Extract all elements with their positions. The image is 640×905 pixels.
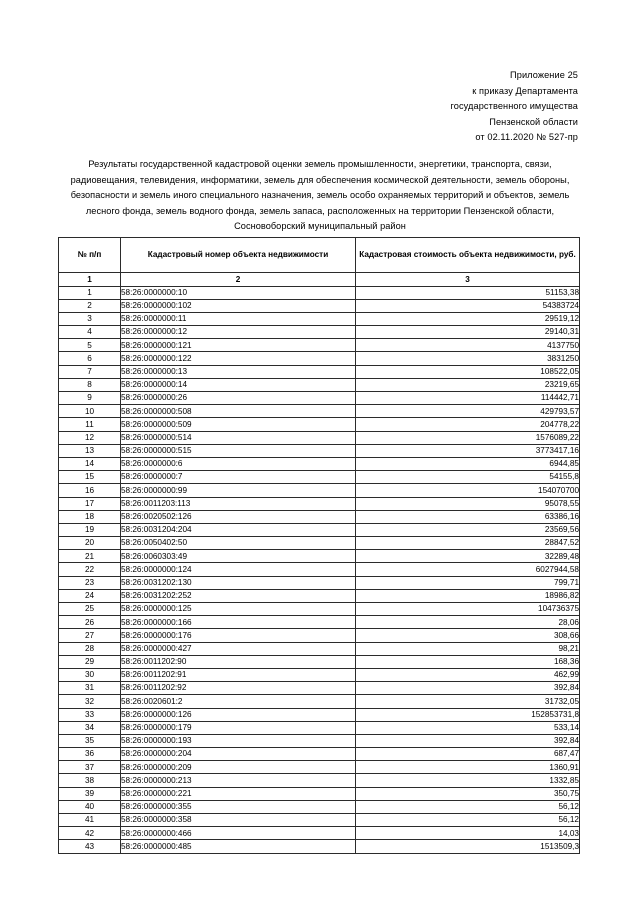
cell-index: 40	[59, 800, 121, 813]
cell-cadastral-value: 1576089,22	[356, 431, 580, 444]
table-row	[59, 484, 580, 497]
table-row	[59, 365, 580, 378]
reference-line-order: к приказу Департамента	[472, 85, 578, 96]
cell-cadastral-value: 392,84	[356, 682, 580, 695]
cell-cadastral-value: 533,14	[356, 721, 580, 734]
table-row	[59, 708, 580, 721]
table-row	[59, 326, 580, 339]
valuation-table	[58, 237, 580, 854]
cell-cadastral-value: 95078,55	[356, 497, 580, 510]
cell-index: 15	[59, 471, 121, 484]
table-row	[59, 563, 580, 576]
table-row	[59, 444, 580, 457]
cell-cadastral-number: 58:26:0000000:221	[121, 787, 356, 800]
cell-cadastral-number: 58:26:0000000:213	[121, 774, 356, 787]
cell-index: 36	[59, 748, 121, 761]
cell-cadastral-value: 23569,56	[356, 523, 580, 536]
document-title: Результаты государственной кадастровой оценки земель промышленности, энергетики, транспорта, связи, радиовещания, телевидения, информатики, земель для обеспечения космической деятельности, земель обороны, безопасности и земель иного специального назначения, земель особо охраняемых территорий и объектов, земель лесного фонда, земель водного фонда, земель запаса, расположенных на территории Пензенской области, Сосновоборский муниципальный район	[70, 159, 570, 231]
table-row	[59, 457, 580, 470]
table-row	[59, 378, 580, 391]
cell-index: 23	[59, 576, 121, 589]
cell-cadastral-value: 18986,82	[356, 589, 580, 602]
cell-cadastral-value: 108522,05	[356, 365, 580, 378]
table-row	[59, 352, 580, 365]
cell-cadastral-value: 6027944,58	[356, 563, 580, 576]
table-header	[59, 238, 580, 287]
cell-index: 9	[59, 392, 121, 405]
cell-cadastral-number: 58:26:0011202:91	[121, 668, 356, 681]
cell-cadastral-number: 58:26:0000000:125	[121, 603, 356, 616]
cell-cadastral-number: 58:26:0000000:166	[121, 616, 356, 629]
cell-cadastral-number: 58:26:0000000:102	[121, 299, 356, 312]
table-row	[59, 286, 580, 299]
cell-cadastral-number: 58:26:0000000:99	[121, 484, 356, 497]
cell-cadastral-number: 58:26:0000000:485	[121, 840, 356, 853]
cell-index: 38	[59, 774, 121, 787]
column-number-2: 2	[121, 273, 356, 287]
cell-cadastral-number: 58:26:0050402:50	[121, 537, 356, 550]
cell-index: 4	[59, 326, 121, 339]
cell-index: 16	[59, 484, 121, 497]
reference-line-department: государственного имущества	[450, 101, 578, 112]
cell-index: 31	[59, 682, 121, 695]
table-row	[59, 642, 580, 655]
table-row	[59, 576, 580, 589]
table-header-row	[59, 238, 580, 273]
cell-index: 13	[59, 444, 121, 457]
cell-cadastral-value: 54383724	[356, 299, 580, 312]
cell-index: 22	[59, 563, 121, 576]
valuation-table-container	[58, 237, 579, 854]
cell-index: 34	[59, 721, 121, 734]
cell-cadastral-number: 58:26:0031204:204	[121, 523, 356, 536]
cell-cadastral-value: 104736375	[356, 603, 580, 616]
cell-index: 6	[59, 352, 121, 365]
cell-cadastral-value: 23219,65	[356, 378, 580, 391]
table-body	[59, 286, 580, 853]
cell-cadastral-number: 58:26:0000000:122	[121, 352, 356, 365]
column-header-index: № п/п	[59, 238, 121, 273]
cell-cadastral-number: 58:26:0000000:209	[121, 761, 356, 774]
cell-index: 17	[59, 497, 121, 510]
column-header-cadastral-number: Кадастровый номер объекта недвижимости	[121, 238, 356, 273]
table-row	[59, 589, 580, 602]
cell-cadastral-number: 58:26:0000000:204	[121, 748, 356, 761]
table-row	[59, 392, 580, 405]
cell-cadastral-number: 58:26:0000000:514	[121, 431, 356, 444]
cell-cadastral-value: 1332,85	[356, 774, 580, 787]
cell-index: 29	[59, 655, 121, 668]
cell-cadastral-value: 98,21	[356, 642, 580, 655]
table-row	[59, 774, 580, 787]
cell-cadastral-value: 56,12	[356, 814, 580, 827]
table-row	[59, 629, 580, 642]
table-row	[59, 418, 580, 431]
table-row	[59, 787, 580, 800]
table-row	[59, 523, 580, 536]
cell-index: 39	[59, 787, 121, 800]
reference-line-appendix: Приложение 25	[510, 70, 578, 80]
cell-cadastral-value: 4137750	[356, 339, 580, 352]
table-row	[59, 840, 580, 853]
cell-index: 14	[59, 457, 121, 470]
cell-cadastral-number: 58:26:0000000:515	[121, 444, 356, 457]
cell-cadastral-number: 58:26:0000000:176	[121, 629, 356, 642]
cell-cadastral-number: 58:26:0000000:124	[121, 563, 356, 576]
cell-index: 41	[59, 814, 121, 827]
table-row	[59, 668, 580, 681]
cell-cadastral-number: 58:26:0000000:12	[121, 326, 356, 339]
reference-line-region: Пензенской области	[489, 116, 578, 127]
cell-index: 25	[59, 603, 121, 616]
cell-index: 43	[59, 840, 121, 853]
cell-cadastral-number: 58:26:0000000:427	[121, 642, 356, 655]
table-row	[59, 312, 580, 325]
cell-cadastral-value: 152853731,8	[356, 708, 580, 721]
cell-index: 1	[59, 286, 121, 299]
cell-cadastral-value: 1513509,3	[356, 840, 580, 853]
cell-index: 26	[59, 616, 121, 629]
cell-index: 21	[59, 550, 121, 563]
cell-cadastral-value: 308,66	[356, 629, 580, 642]
cell-cadastral-number: 58:26:0000000:10	[121, 286, 356, 299]
cell-cadastral-number: 58:26:0000000:26	[121, 392, 356, 405]
cell-cadastral-value: 51153,38	[356, 286, 580, 299]
table-column-number-row	[59, 273, 580, 287]
cell-index: 30	[59, 668, 121, 681]
cell-index: 3	[59, 312, 121, 325]
cell-cadastral-value: 3773417,16	[356, 444, 580, 457]
reference-line-date: от 02.11.2020 № 527-пр	[475, 132, 578, 143]
cell-cadastral-value: 28847,52	[356, 537, 580, 550]
cell-cadastral-value: 429793,57	[356, 405, 580, 418]
cell-cadastral-number: 58:26:0000000:11	[121, 312, 356, 325]
cell-index: 24	[59, 589, 121, 602]
cell-index: 35	[59, 734, 121, 747]
cell-cadastral-value: 687,47	[356, 748, 580, 761]
cell-cadastral-value: 29140,31	[356, 326, 580, 339]
cell-index: 10	[59, 405, 121, 418]
cell-cadastral-value: 28,06	[356, 616, 580, 629]
table-row	[59, 405, 580, 418]
table-row	[59, 339, 580, 352]
cell-cadastral-value: 54155,8	[356, 471, 580, 484]
cell-cadastral-number: 58:26:0000000:509	[121, 418, 356, 431]
cell-cadastral-number: 58:26:0000000:193	[121, 734, 356, 747]
cell-cadastral-number: 58:26:0000000:358	[121, 814, 356, 827]
cell-cadastral-number: 58:26:0000000:466	[121, 827, 356, 840]
cell-cadastral-value: 56,12	[356, 800, 580, 813]
cell-index: 12	[59, 431, 121, 444]
table-row	[59, 800, 580, 813]
cell-cadastral-value: 3831250	[356, 352, 580, 365]
table-row	[59, 537, 580, 550]
cell-cadastral-value: 1360,91	[356, 761, 580, 774]
table-row	[59, 761, 580, 774]
cell-cadastral-number: 58:26:0000000:179	[121, 721, 356, 734]
cell-cadastral-value: 114442,71	[356, 392, 580, 405]
cell-index: 19	[59, 523, 121, 536]
cell-cadastral-value: 168,36	[356, 655, 580, 668]
cell-cadastral-number: 58:26:0000000:508	[121, 405, 356, 418]
table-row	[59, 471, 580, 484]
table-row	[59, 734, 580, 747]
cell-cadastral-number: 58:26:0011202:90	[121, 655, 356, 668]
cell-cadastral-value: 63386,16	[356, 510, 580, 523]
cell-index: 42	[59, 827, 121, 840]
cell-index: 33	[59, 708, 121, 721]
cell-index: 27	[59, 629, 121, 642]
table-row	[59, 603, 580, 616]
document-reference-header	[318, 68, 578, 146]
column-header-cadastral-value: Кадастровая стоимость объекта недвижимости, руб.	[356, 238, 580, 273]
table-row	[59, 695, 580, 708]
cell-cadastral-value: 204778,22	[356, 418, 580, 431]
table-row	[59, 827, 580, 840]
table-row	[59, 550, 580, 563]
cell-cadastral-value: 14,03	[356, 827, 580, 840]
table-row	[59, 510, 580, 523]
cell-cadastral-number: 58:26:0020601:2	[121, 695, 356, 708]
table-row	[59, 299, 580, 312]
cell-cadastral-value: 6944,85	[356, 457, 580, 470]
cell-cadastral-value: 462,99	[356, 668, 580, 681]
cell-cadastral-value: 31732,05	[356, 695, 580, 708]
cell-cadastral-number: 58:26:0000000:13	[121, 365, 356, 378]
cell-cadastral-value: 392,84	[356, 734, 580, 747]
cell-cadastral-number: 58:26:0031202:252	[121, 589, 356, 602]
cell-cadastral-value: 32289,48	[356, 550, 580, 563]
cell-cadastral-value: 29519,12	[356, 312, 580, 325]
cell-index: 18	[59, 510, 121, 523]
column-number-1: 1	[59, 273, 121, 287]
column-number-3: 3	[356, 273, 580, 287]
cell-index: 8	[59, 378, 121, 391]
cell-cadastral-number: 58:26:0000000:6	[121, 457, 356, 470]
cell-cadastral-number: 58:26:0060303:49	[121, 550, 356, 563]
cell-index: 2	[59, 299, 121, 312]
table-row	[59, 655, 580, 668]
cell-cadastral-number: 58:26:0000000:14	[121, 378, 356, 391]
cell-index: 5	[59, 339, 121, 352]
cell-cadastral-value: 350,75	[356, 787, 580, 800]
cell-index: 37	[59, 761, 121, 774]
cell-cadastral-number: 58:26:0020502:126	[121, 510, 356, 523]
cell-index: 28	[59, 642, 121, 655]
cell-cadastral-number: 58:26:0000000:355	[121, 800, 356, 813]
cell-cadastral-number: 58:26:0000000:121	[121, 339, 356, 352]
cell-index: 32	[59, 695, 121, 708]
cell-cadastral-number: 58:26:0011202:92	[121, 682, 356, 695]
cell-cadastral-number: 58:26:0000000:126	[121, 708, 356, 721]
cell-cadastral-number: 58:26:0000000:7	[121, 471, 356, 484]
table-row	[59, 814, 580, 827]
cell-index: 20	[59, 537, 121, 550]
table-row	[59, 682, 580, 695]
cell-index: 11	[59, 418, 121, 431]
table-row	[59, 497, 580, 510]
cell-cadastral-value: 799,71	[356, 576, 580, 589]
table-row	[59, 721, 580, 734]
cell-cadastral-value: 154070700	[356, 484, 580, 497]
table-row	[59, 748, 580, 761]
table-row	[59, 616, 580, 629]
cell-index: 7	[59, 365, 121, 378]
cell-cadastral-number: 58:26:0031202:130	[121, 576, 356, 589]
table-row	[59, 431, 580, 444]
cell-cadastral-number: 58:26:0011203:113	[121, 497, 356, 510]
